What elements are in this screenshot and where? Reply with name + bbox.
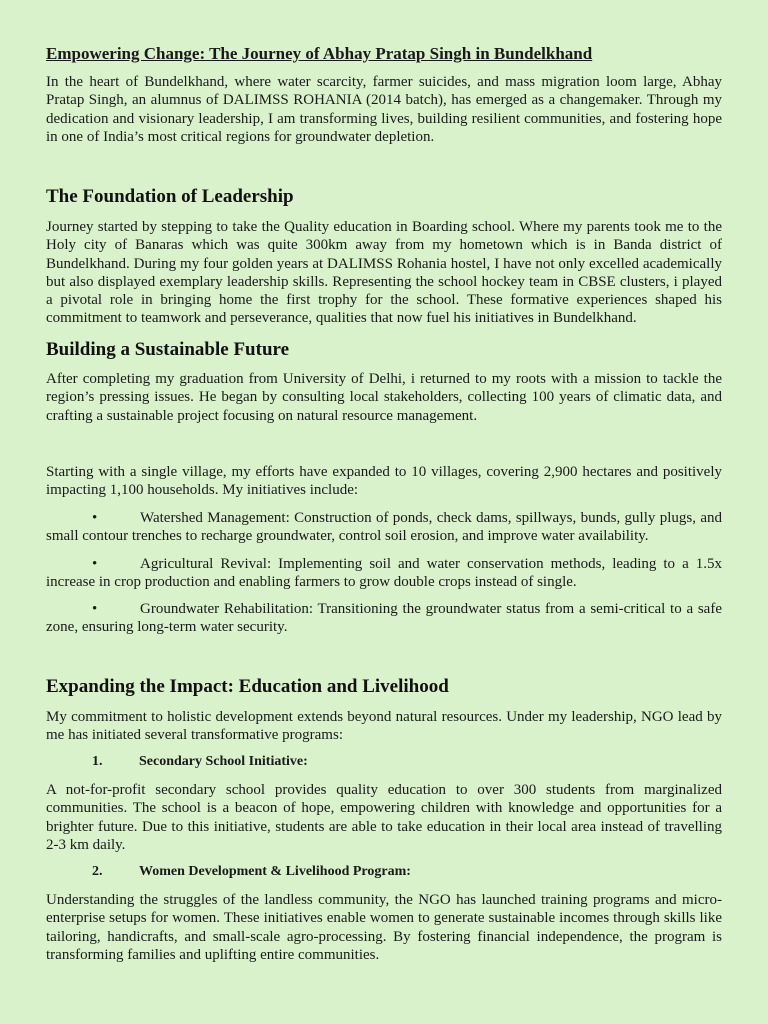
bullet-text: Watershed Management: Construction of ponds, check dams, spillways, bunds, gully plugs, and small contour trenches to recharge groundwater, control soil erosion, and improve water availability. [46,510,722,545]
program-number: 1. [92,754,103,769]
program-heading [92,754,308,770]
program-title: Women Development & Livelihood Program: [139,864,411,879]
foundation-heading: The Foundation of Leadership [46,186,294,207]
bullet-text: Agricultural Revival: Implementing soil and water conservation methods, leading to a 1.5x increase in crop production and enabling farmers to grow double crops instead of single. [46,556,722,591]
sustainable-paragraph-2: Starting with a single village, my efforts have expanded to 10 villages, covering 2,900 hectares and positively impacting 1,100 households. My initiatives include: [46,464,722,499]
bullet-item [46,509,722,546]
impact-heading: Expanding the Impact: Education and Livelihood [46,676,449,697]
program-number: 2. [92,864,103,879]
intro-paragraph: In the heart of Bundelkhand, where water scarcity, farmer suicides, and mass migration loom large, Abhay Pratap Singh, an alumnus of DALIMSS ROHANIA (2014 batch), has emerged as a changemaker. Through my dedication and visionary leadership, I am transforming lives, building resilient communities, and fostering hope in one of India’s most critical regions for groundwater depletion. [46,74,722,145]
bullet-text: Groundwater Rehabilitation: Transitioning the groundwater status from a semi-critical to a safe zone, ensuring long-term water security. [46,601,722,636]
program-paragraph: A not-for-profit secondary school provides quality education to over 300 students from marginalized communities. The school is a beacon of hope, empowering children with knowledge and opportunities for a brighter future. Due to this initiative, students are able to take education in their local area instead of travelling 2-3 km daily. [46,782,722,853]
document-title: Empowering Change: The Journey of Abhay Pratap Singh in Bundelkhand [46,44,593,63]
bullet-mark: • [92,510,98,526]
bullet-mark: • [92,601,98,617]
bullet-item [46,600,722,637]
sustainable-heading: Building a Sustainable Future [46,339,290,360]
foundation-paragraph: Journey started by stepping to take the Quality education in Boarding school. Where my parents took me to the Holy city of Banaras which was quite 300km away from my hometown which is in Banda district of Bundelkhand. During my four golden years at DALIMSS Rohania hostel, I have not only excelled academically but also displayed exemplary leadership skills. Representing the school hockey team in CBSE clusters, i played a pivotal role in bringing home the first trophy for the school. These formative experiences shaped his commitment to teamwork and perseverance, qualities that now fuel his initiatives in Bundelkhand. [46,219,722,327]
program-title: Secondary School Initiative: [139,754,308,769]
sustainable-paragraph-1: After completing my graduation from University of Delhi, i returned to my roots with a mission to tackle the region’s pressing issues. He began by consulting local stakeholders, collecting 100 years of climatic data, and crafting a sustainable project focusing on natural resource management. [46,371,722,424]
bullet-mark: • [92,556,98,572]
program-paragraph: Understanding the struggles of the landless community, the NGO has launched training programs and micro-enterprise setups for women. These initiatives enable women to generate sustainable incomes through skills like tailoring, handicrafts, and small-scale agro-processing. By fostering financial independence, the program is transforming families and uplifting entire communities. [46,892,722,963]
bullet-item [46,555,722,592]
program-heading [92,864,411,880]
impact-paragraph: My commitment to holistic development extends beyond natural resources. Under my leadership, NGO lead by me has initiated several transformative programs: [46,709,722,744]
